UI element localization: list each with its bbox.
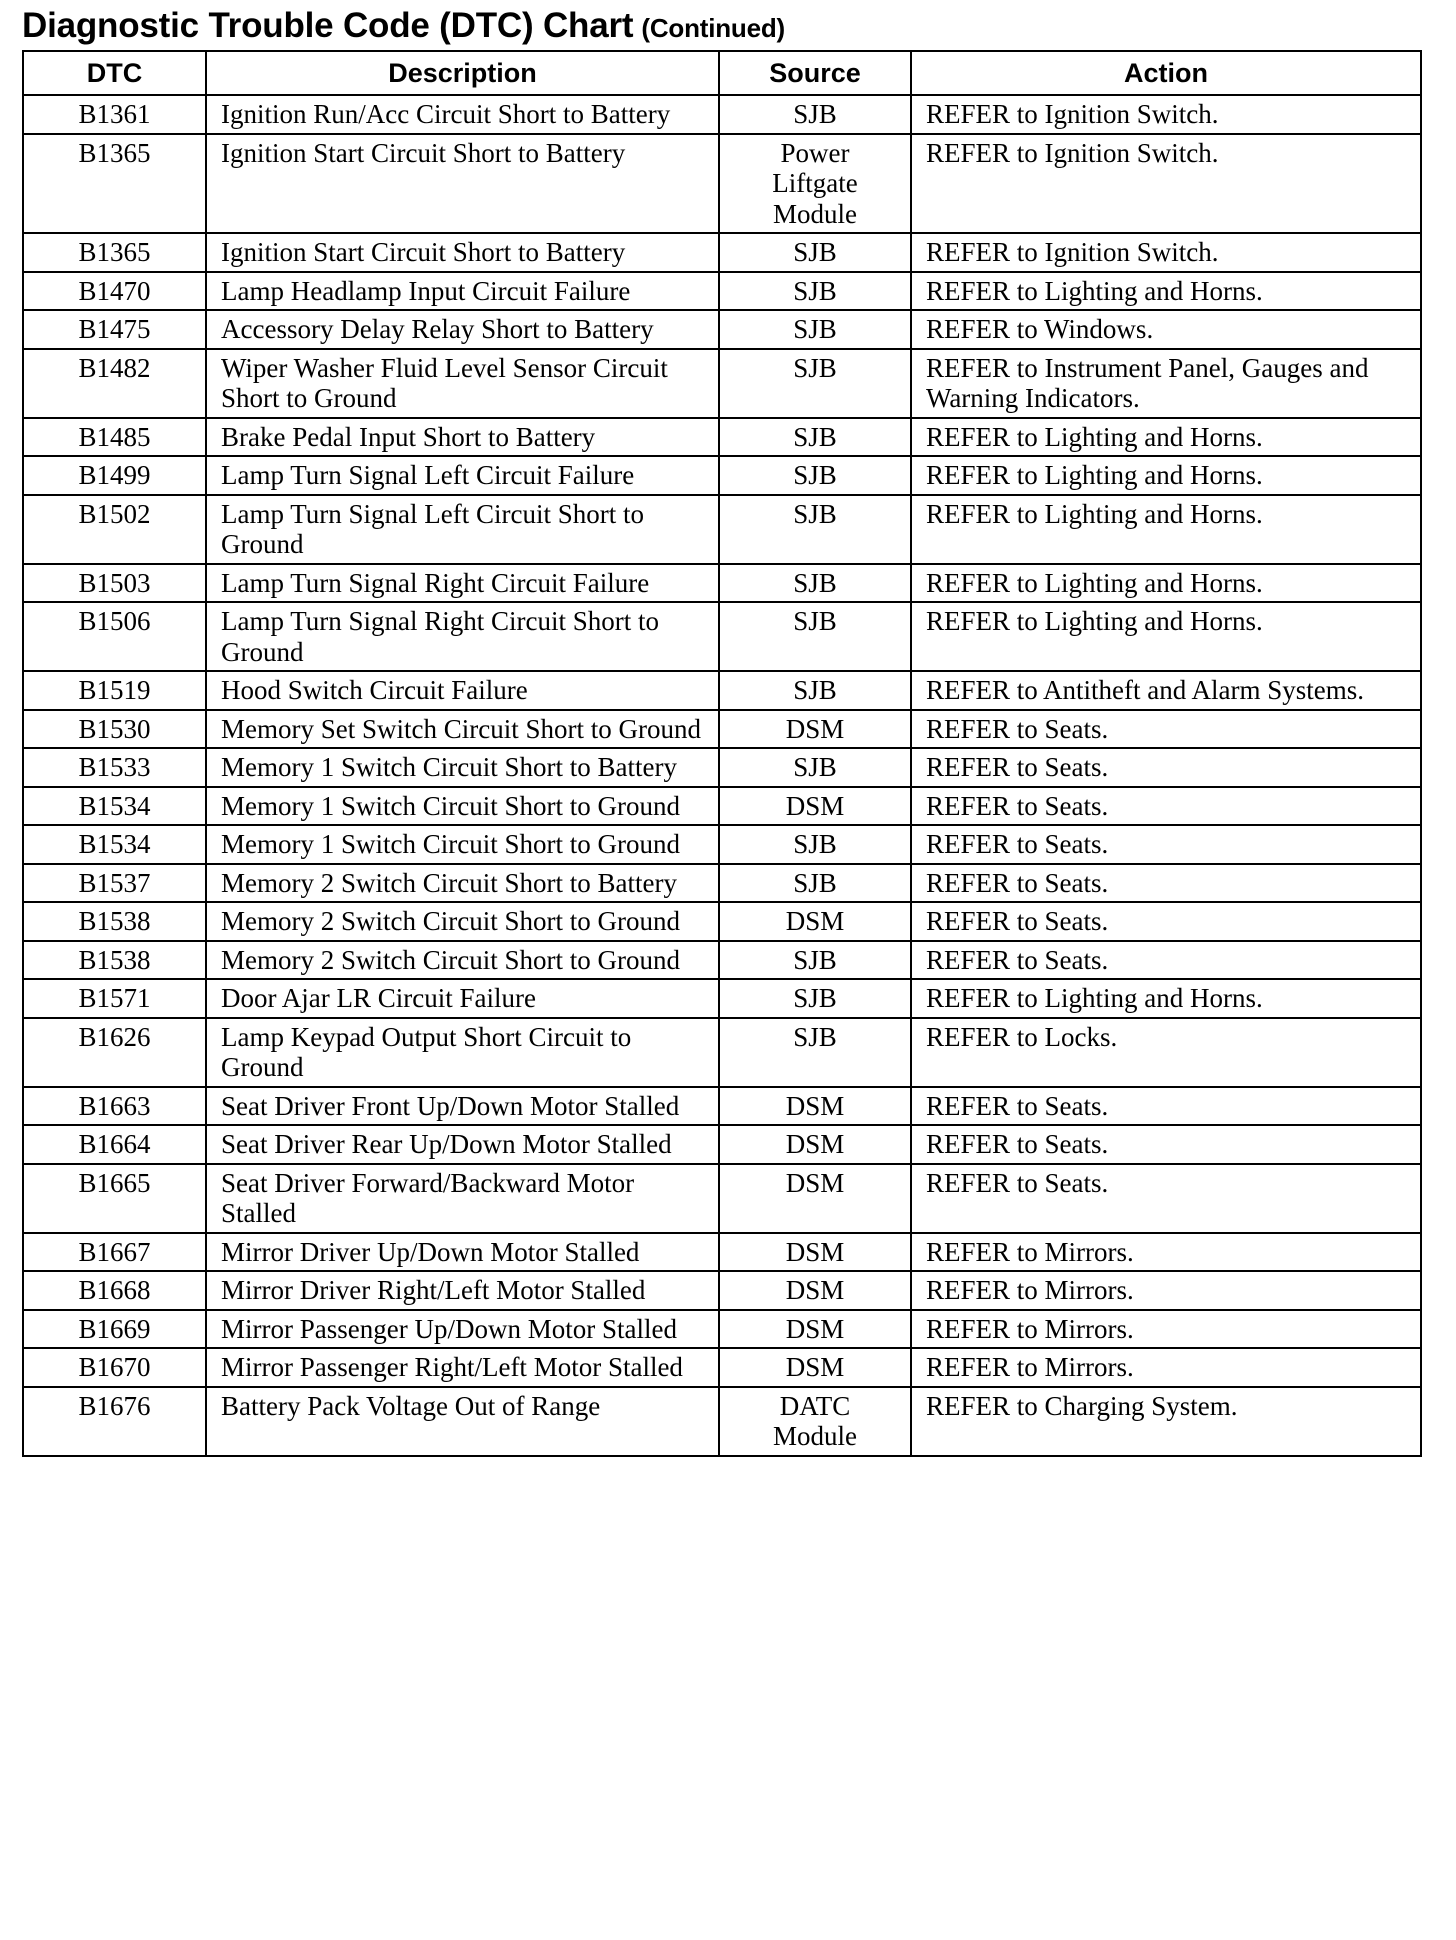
cell-source: SJB (719, 864, 911, 903)
cell-source: SJB (719, 979, 911, 1018)
cell-description: Mirror Passenger Right/Left Motor Stalled (206, 1348, 719, 1387)
cell-dtc: B1538 (23, 902, 206, 941)
cell-dtc: B1482 (23, 349, 206, 418)
cell-dtc: B1499 (23, 456, 206, 495)
cell-dtc: B1502 (23, 495, 206, 564)
cell-dtc: B1670 (23, 1348, 206, 1387)
cell-action: REFER to Windows. (911, 310, 1421, 349)
header-dtc: DTC (23, 51, 206, 95)
table-row (23, 95, 1421, 134)
cell-dtc: B1537 (23, 864, 206, 903)
table-row (23, 671, 1421, 710)
table-row (23, 495, 1421, 564)
table-row (23, 1087, 1421, 1126)
cell-action: REFER to Lighting and Horns. (911, 456, 1421, 495)
cell-dtc: B1534 (23, 787, 206, 826)
cell-action: REFER to Ignition Switch. (911, 95, 1421, 134)
cell-source: SJB (719, 602, 911, 671)
cell-dtc: B1519 (23, 671, 206, 710)
cell-action: REFER to Mirrors. (911, 1271, 1421, 1310)
cell-description: Ignition Run/Acc Circuit Short to Battery (206, 95, 719, 134)
cell-description: Brake Pedal Input Short to Battery (206, 418, 719, 457)
cell-description: Battery Pack Voltage Out of Range (206, 1387, 719, 1456)
table-body (23, 95, 1421, 1456)
cell-description: Memory 2 Switch Circuit Short to Battery (206, 864, 719, 903)
cell-source: DSM (719, 1087, 911, 1126)
cell-description: Mirror Passenger Up/Down Motor Stalled (206, 1310, 719, 1349)
cell-description: Memory 1 Switch Circuit Short to Battery (206, 748, 719, 787)
cell-dtc: B1663 (23, 1087, 206, 1126)
table-row (23, 310, 1421, 349)
header-row (23, 51, 1421, 95)
cell-dtc: B1665 (23, 1164, 206, 1233)
cell-dtc: B1538 (23, 941, 206, 980)
cell-description: Ignition Start Circuit Short to Battery (206, 233, 719, 272)
table-header (23, 51, 1421, 95)
table-row (23, 864, 1421, 903)
cell-dtc: B1669 (23, 1310, 206, 1349)
cell-dtc: B1361 (23, 95, 206, 134)
table-row (23, 233, 1421, 272)
cell-description: Lamp Turn Signal Left Circuit Short to Ground (206, 495, 719, 564)
cell-action: REFER to Lighting and Horns. (911, 418, 1421, 457)
table-row (23, 941, 1421, 980)
cell-description: Mirror Driver Up/Down Motor Stalled (206, 1233, 719, 1272)
table-row (23, 710, 1421, 749)
cell-action: REFER to Seats. (911, 1087, 1421, 1126)
cell-description: Seat Driver Forward/Backward Motor Stalled (206, 1164, 719, 1233)
document-page (22, 4, 1420, 1457)
cell-description: Memory 2 Switch Circuit Short to Ground (206, 941, 719, 980)
cell-source: SJB (719, 495, 911, 564)
cell-source: SJB (719, 456, 911, 495)
table-row (23, 787, 1421, 826)
cell-action: REFER to Seats. (911, 864, 1421, 903)
cell-source: SJB (719, 233, 911, 272)
table-row (23, 134, 1421, 234)
cell-description: Accessory Delay Relay Short to Battery (206, 310, 719, 349)
cell-dtc: B1668 (23, 1271, 206, 1310)
cell-description: Lamp Turn Signal Right Circuit Failure (206, 564, 719, 603)
cell-action: REFER to Seats. (911, 902, 1421, 941)
cell-action: REFER to Lighting and Horns. (911, 272, 1421, 311)
table-row (23, 349, 1421, 418)
header-action: Action (911, 51, 1421, 95)
header-description: Description (206, 51, 719, 95)
cell-action: REFER to Seats. (911, 710, 1421, 749)
cell-source: SJB (719, 272, 911, 311)
cell-dtc: B1667 (23, 1233, 206, 1272)
cell-description: Seat Driver Rear Up/Down Motor Stalled (206, 1125, 719, 1164)
cell-source: DSM (719, 1348, 911, 1387)
cell-description: Lamp Headlamp Input Circuit Failure (206, 272, 719, 311)
cell-description: Lamp Turn Signal Right Circuit Short to Ground (206, 602, 719, 671)
cell-action: REFER to Locks. (911, 1018, 1421, 1087)
cell-dtc: B1571 (23, 979, 206, 1018)
table-row (23, 1271, 1421, 1310)
cell-source: SJB (719, 671, 911, 710)
cell-action: REFER to Mirrors. (911, 1348, 1421, 1387)
cell-source: SJB (719, 310, 911, 349)
cell-action: REFER to Lighting and Horns. (911, 979, 1421, 1018)
cell-dtc: B1676 (23, 1387, 206, 1456)
cell-action: REFER to Seats. (911, 1125, 1421, 1164)
cell-dtc: B1365 (23, 233, 206, 272)
cell-action: REFER to Charging System. (911, 1387, 1421, 1456)
cell-description: Ignition Start Circuit Short to Battery (206, 134, 719, 234)
cell-dtc: B1365 (23, 134, 206, 234)
cell-description: Lamp Keypad Output Short Circuit to Ground (206, 1018, 719, 1087)
cell-dtc: B1470 (23, 272, 206, 311)
dtc-table (22, 50, 1422, 1457)
table-row (23, 748, 1421, 787)
cell-source: DATC Module (719, 1387, 911, 1456)
cell-source: SJB (719, 564, 911, 603)
table-row (23, 1125, 1421, 1164)
table-row (23, 418, 1421, 457)
cell-description: Door Ajar LR Circuit Failure (206, 979, 719, 1018)
cell-dtc: B1485 (23, 418, 206, 457)
table-row (23, 1348, 1421, 1387)
cell-source: DSM (719, 1125, 911, 1164)
table-row (23, 602, 1421, 671)
cell-source: SJB (719, 95, 911, 134)
table-row (23, 272, 1421, 311)
table-row (23, 1233, 1421, 1272)
cell-action: REFER to Mirrors. (911, 1233, 1421, 1272)
cell-action: REFER to Ignition Switch. (911, 233, 1421, 272)
cell-action: REFER to Ignition Switch. (911, 134, 1421, 234)
table-row (23, 979, 1421, 1018)
cell-action: REFER to Antitheft and Alarm Systems. (911, 671, 1421, 710)
cell-source: DSM (719, 1271, 911, 1310)
cell-source: SJB (719, 748, 911, 787)
cell-description: Memory 1 Switch Circuit Short to Ground (206, 787, 719, 826)
cell-action: REFER to Seats. (911, 748, 1421, 787)
cell-action: REFER to Seats. (911, 825, 1421, 864)
table-row (23, 1387, 1421, 1456)
cell-description: Lamp Turn Signal Left Circuit Failure (206, 456, 719, 495)
cell-dtc: B1503 (23, 564, 206, 603)
cell-source: SJB (719, 825, 911, 864)
table-row (23, 902, 1421, 941)
cell-source: DSM (719, 1164, 911, 1233)
cell-action: REFER to Lighting and Horns. (911, 602, 1421, 671)
page-title (22, 4, 1420, 50)
cell-action: REFER to Seats. (911, 787, 1421, 826)
page-title-suffix: (Continued) (641, 13, 786, 43)
cell-action: REFER to Seats. (911, 1164, 1421, 1233)
cell-source: SJB (719, 349, 911, 418)
cell-dtc: B1530 (23, 710, 206, 749)
cell-dtc: B1534 (23, 825, 206, 864)
page-title-main: Diagnostic Trouble Code (DTC) Chart (22, 6, 634, 45)
header-source: Source (719, 51, 911, 95)
cell-action: REFER to Mirrors. (911, 1310, 1421, 1349)
cell-action: REFER to Lighting and Horns. (911, 564, 1421, 603)
cell-dtc: B1626 (23, 1018, 206, 1087)
cell-source: SJB (719, 941, 911, 980)
cell-action: REFER to Lighting and Horns. (911, 495, 1421, 564)
table-row (23, 825, 1421, 864)
cell-description: Mirror Driver Right/Left Motor Stalled (206, 1271, 719, 1310)
table-row (23, 1164, 1421, 1233)
cell-source: DSM (719, 787, 911, 826)
cell-source: SJB (719, 1018, 911, 1087)
cell-source: Power Liftgate Module (719, 134, 911, 234)
cell-action: REFER to Instrument Panel, Gauges and Warning Indicators. (911, 349, 1421, 418)
table-row (23, 1310, 1421, 1349)
cell-description: Seat Driver Front Up/Down Motor Stalled (206, 1087, 719, 1126)
cell-source: DSM (719, 1310, 911, 1349)
cell-dtc: B1533 (23, 748, 206, 787)
table-row (23, 1018, 1421, 1087)
cell-source: SJB (719, 418, 911, 457)
cell-source: DSM (719, 1233, 911, 1272)
cell-description: Memory 2 Switch Circuit Short to Ground (206, 902, 719, 941)
cell-source: DSM (719, 902, 911, 941)
cell-description: Memory 1 Switch Circuit Short to Ground (206, 825, 719, 864)
cell-source: DSM (719, 710, 911, 749)
cell-description: Hood Switch Circuit Failure (206, 671, 719, 710)
table-row (23, 564, 1421, 603)
cell-dtc: B1506 (23, 602, 206, 671)
cell-description: Memory Set Switch Circuit Short to Ground (206, 710, 719, 749)
cell-dtc: B1475 (23, 310, 206, 349)
cell-description: Wiper Washer Fluid Level Sensor Circuit Short to Ground (206, 349, 719, 418)
cell-action: REFER to Seats. (911, 941, 1421, 980)
table-row (23, 456, 1421, 495)
cell-dtc: B1664 (23, 1125, 206, 1164)
